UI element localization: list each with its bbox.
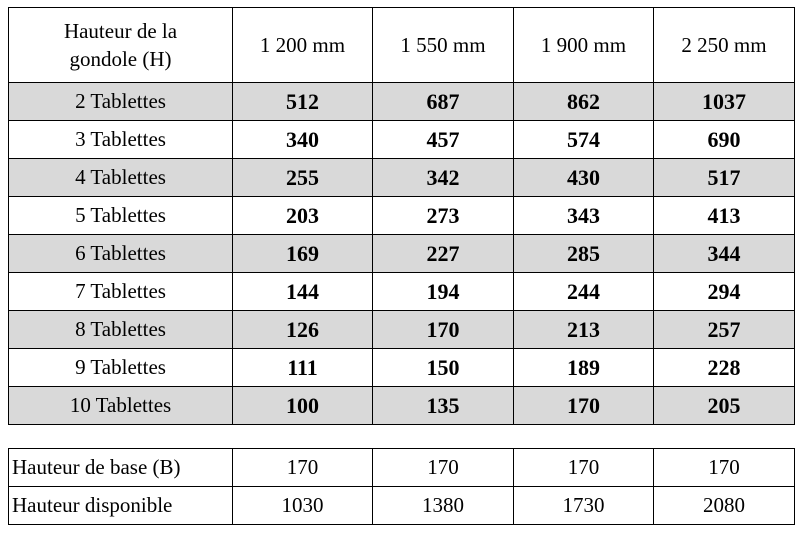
table-row (9, 159, 795, 197)
header-gondola-height (9, 8, 233, 83)
row-label: 5 Tablettes (9, 197, 233, 235)
header-col-1200: 1 200 mm (233, 8, 373, 83)
base-cell: 170 (233, 449, 373, 487)
table-cell: 343 (514, 197, 654, 235)
table-row (9, 349, 795, 387)
base-cell: 170 (373, 449, 514, 487)
row-label: 6 Tablettes (9, 235, 233, 273)
table-cell: 344 (654, 235, 795, 273)
header-row (9, 8, 795, 83)
base-cell: 2080 (654, 487, 795, 525)
table-cell: 342 (373, 159, 514, 197)
table-cell: 194 (373, 273, 514, 311)
table-cell: 457 (373, 121, 514, 159)
row-label: 8 Tablettes (9, 311, 233, 349)
table-cell: 111 (233, 349, 373, 387)
table-cell: 170 (514, 387, 654, 425)
base-cell: 1730 (514, 487, 654, 525)
table-cell: 1037 (654, 83, 795, 121)
table-cell: 169 (233, 235, 373, 273)
base-row (9, 487, 795, 525)
table-cell: 273 (373, 197, 514, 235)
base-cell: 170 (514, 449, 654, 487)
header-col-1550: 1 550 mm (373, 8, 514, 83)
base-height-table (8, 448, 795, 525)
table-cell: 430 (514, 159, 654, 197)
table-row (9, 197, 795, 235)
base-cell: 1380 (373, 487, 514, 525)
table-cell: 294 (654, 273, 795, 311)
row-label: 9 Tablettes (9, 349, 233, 387)
table-cell: 203 (233, 197, 373, 235)
header-line-2: gondole (H) (69, 47, 172, 71)
shelf-capacity-table (8, 7, 795, 425)
row-label: 4 Tablettes (9, 159, 233, 197)
table-cell: 862 (514, 83, 654, 121)
header-col-1900: 1 900 mm (514, 8, 654, 83)
table-row (9, 235, 795, 273)
table-cell: 690 (654, 121, 795, 159)
table-cell: 574 (514, 121, 654, 159)
table-cell: 144 (233, 273, 373, 311)
table-cell: 512 (233, 83, 373, 121)
table-cell: 227 (373, 235, 514, 273)
header-line-1: Hauteur de la (63, 19, 178, 43)
table-cell: 170 (373, 311, 514, 349)
base-cell: 1030 (233, 487, 373, 525)
row-label: 7 Tablettes (9, 273, 233, 311)
table-cell: 257 (654, 311, 795, 349)
base-row-label: Hauteur disponible (9, 487, 233, 525)
table-cell: 126 (233, 311, 373, 349)
base-row-label: Hauteur de base (B) (9, 449, 233, 487)
base-row (9, 449, 795, 487)
table-cell: 213 (514, 311, 654, 349)
table-cell: 687 (373, 83, 514, 121)
table-cell: 517 (654, 159, 795, 197)
base-cell: 170 (654, 449, 795, 487)
header-col-2250: 2 250 mm (654, 8, 795, 83)
table-cell: 340 (233, 121, 373, 159)
table-cell: 255 (233, 159, 373, 197)
table-row (9, 83, 795, 121)
table-cell: 285 (514, 235, 654, 273)
table-row (9, 121, 795, 159)
table-cell: 228 (654, 349, 795, 387)
table-cell: 189 (514, 349, 654, 387)
table-row (9, 387, 795, 425)
table-cell: 135 (373, 387, 514, 425)
table-row (9, 311, 795, 349)
table-cell: 100 (233, 387, 373, 425)
table-cell: 413 (654, 197, 795, 235)
table-cell: 244 (514, 273, 654, 311)
table-row (9, 273, 795, 311)
table-cell: 150 (373, 349, 514, 387)
row-label: 3 Tablettes (9, 121, 233, 159)
row-label: 2 Tablettes (9, 83, 233, 121)
table-cell: 205 (654, 387, 795, 425)
row-label: 10 Tablettes (9, 387, 233, 425)
